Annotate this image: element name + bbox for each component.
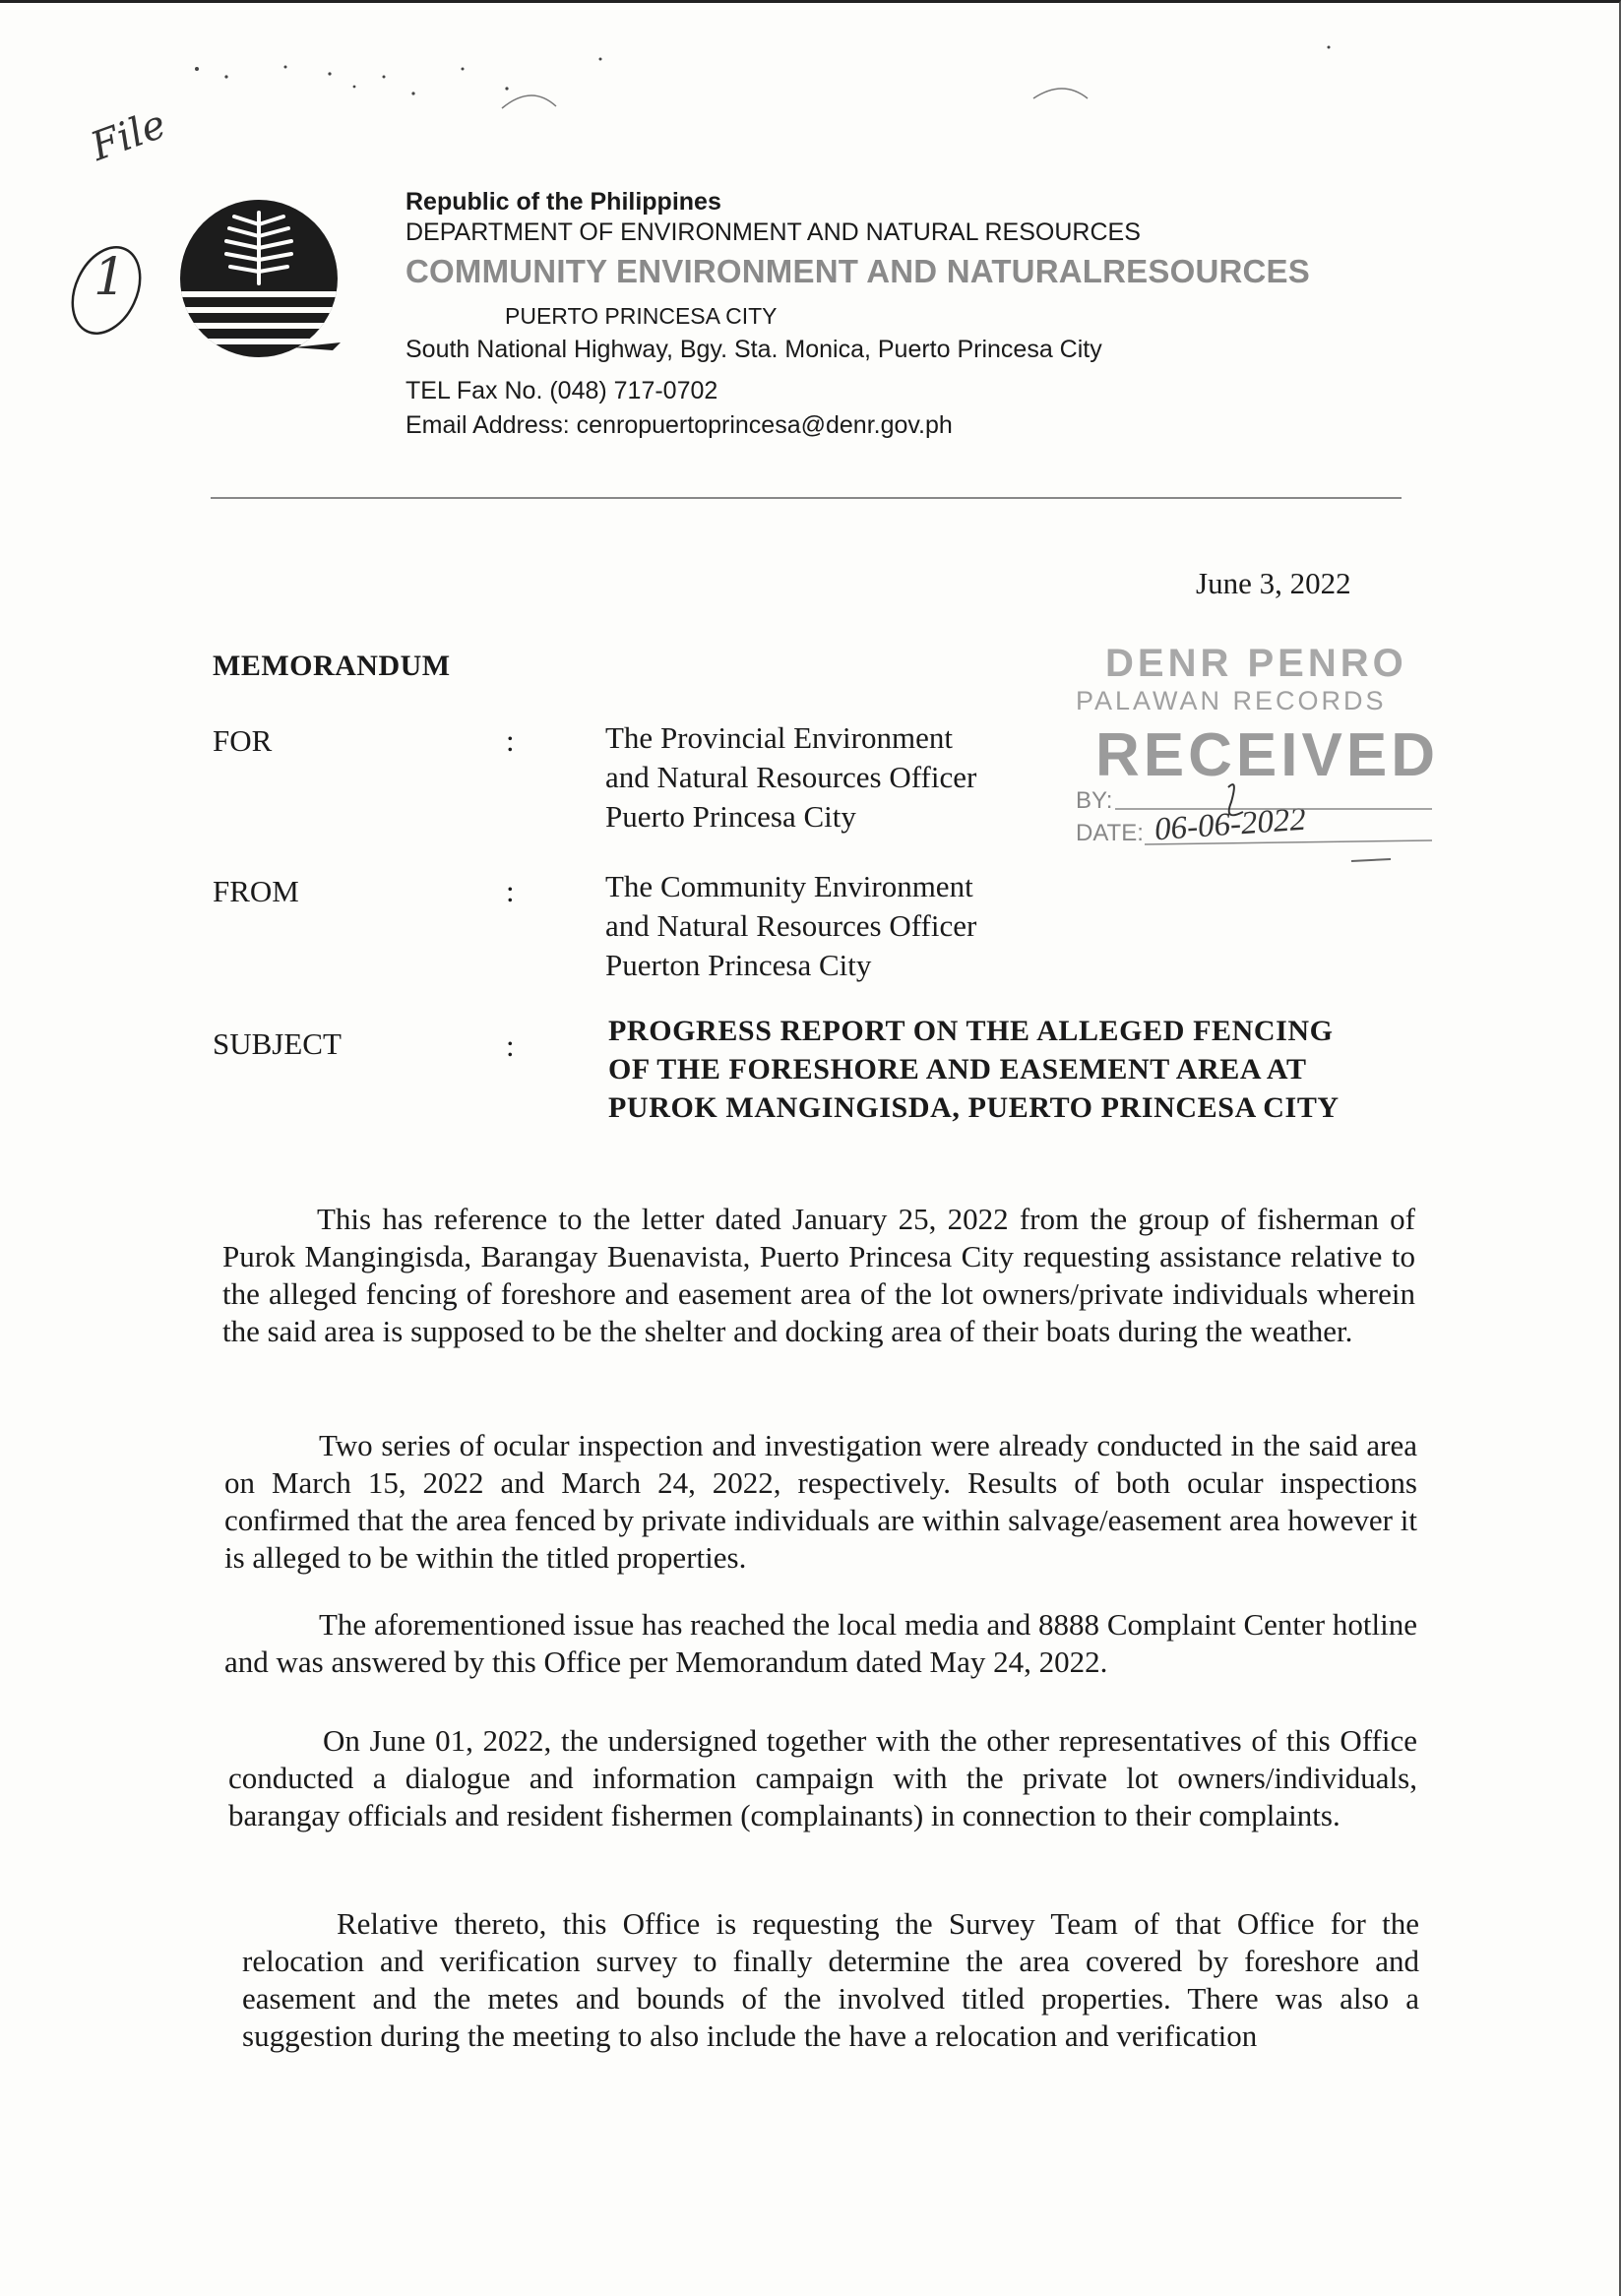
paragraph-text: Two series of ocular inspection and investigation were already conducted in the said area on March 15, 2022 and March 24, 2022, respectively. Results of both ocular inspections confirmed that the area fenced by private individuals are within salvage/easement area however it is alleged to be within the titled properties.: [224, 1428, 1417, 1575]
received-stamp: [1076, 640, 1440, 876]
stamp-received: RECEIVED: [1095, 721, 1439, 789]
from-line: Puerton Princesa City: [605, 948, 872, 982]
from-line: The Community Environment: [605, 869, 973, 903]
from-line: and Natural Resources Officer: [605, 908, 977, 943]
from-colon: :: [506, 874, 515, 908]
letterhead-email: Email Address: cenropuertoprincesa@denr.gov.ph: [405, 411, 953, 439]
paragraph-text: This has reference to the letter dated January 25, 2022 from the group of fisherman of Purok Mangingisda, Barangay Buenavista, Puerto Princesa City requesting assistance relative to the alleged fencing of foreshore and easement area of the lot owners/private individuals wherein the said area is supposed to be the shelter and docking area of their boats during the weather.: [222, 1202, 1415, 1348]
for-colon: :: [506, 723, 515, 758]
handwritten-file-note: File: [85, 101, 172, 170]
letterhead-city: PUERTO PRINCESA CITY: [505, 303, 778, 329]
letterhead-tel-fax: TEL Fax No. (048) 717-0702: [405, 377, 718, 404]
from-value: [605, 867, 976, 985]
stamp-signature-lines: [1076, 640, 1440, 876]
subject-label: SUBJECT: [213, 1026, 342, 1061]
memo-title: MEMORANDUM: [213, 650, 451, 682]
for-line: Puerto Princesa City: [605, 799, 856, 834]
subject-value: [608, 1012, 1340, 1127]
body-paragraph-4: [228, 1722, 1417, 1834]
from-label: FROM: [213, 874, 299, 908]
paragraph-text: The aforementioned issue has reached the local media and 8888 Complaint Center hotline and was answered by this Office per Memorandum dated May 24, 2022.: [224, 1607, 1417, 1679]
subject-line: OF THE FORESHORE AND EASEMENT AREA AT: [608, 1053, 1307, 1086]
letterhead-department: DEPARTMENT OF ENVIRONMENT AND NATURAL RESOURCES: [405, 218, 1141, 246]
subject-line: PUROK MANGINGISDA, PUERTO PRINCESA CITY: [608, 1091, 1340, 1124]
stamp-records: PALAWAN RECORDS: [1076, 686, 1387, 715]
for-label: FOR: [213, 723, 273, 758]
body-paragraph-1: [222, 1201, 1415, 1350]
body-paragraph-2: [224, 1427, 1417, 1577]
body-paragraph-3: [224, 1606, 1417, 1681]
for-value: [605, 718, 976, 837]
stamp-by-label: BY:: [1076, 787, 1113, 814]
letterhead-address: South National Highway, Bgy. Sta. Monica, Puerto Princesa City: [405, 336, 1102, 363]
stamp-date-label: DATE:: [1076, 820, 1144, 846]
subject-colon: :: [506, 1028, 515, 1063]
paragraph-text: On June 01, 2022, the undersigned together with the other representatives of this Office conducted a dialogue and information campaign with the private lot owners/individuals, barangay officials and resident fishermen (complainants) in connection to their complaints.: [228, 1723, 1417, 1832]
scan-specks: [59, 39, 1437, 157]
letterhead-office: COMMUNITY ENVIRONMENT AND NATURALRESOURCES: [405, 253, 1310, 289]
denr-logo: [175, 195, 343, 362]
stamp-office: DENR PENRO: [1105, 642, 1407, 685]
stamp-date-value: 06-06-2022: [1153, 801, 1308, 848]
for-line: The Provincial Environment: [605, 720, 953, 755]
memo-date: June 3, 2022: [1196, 566, 1351, 600]
circled-number-text: 1: [94, 248, 127, 307]
letterhead-republic: Republic of the Philippines: [405, 188, 721, 216]
subject-line: PROGRESS REPORT ON THE ALLEGED FENCING: [608, 1015, 1334, 1047]
for-line: and Natural Resources Officer: [605, 760, 977, 794]
paragraph-text: Relative thereto, this Office is requesting the Survey Team of that Office for the relocation and verification survey to finally determine the area covered by foreshore and easement and the metes and bounds of the involved titled properties. There was also a suggestion during the meeting to also include the have a relocation and verification: [242, 1906, 1419, 2053]
letterhead-divider: [211, 497, 1402, 499]
body-paragraph-5: [242, 1905, 1419, 2055]
